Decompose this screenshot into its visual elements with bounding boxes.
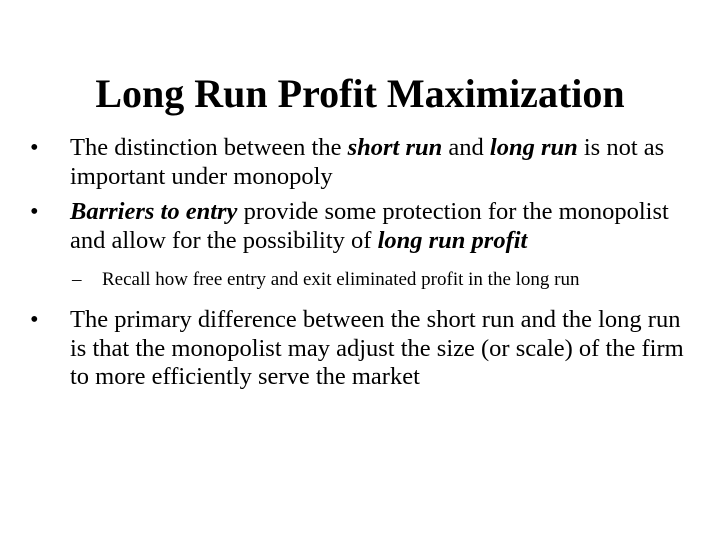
bullet-icon: • [30, 198, 39, 225]
bullet-text: The distinction between the [70, 134, 348, 161]
slide-body [28, 134, 688, 392]
bullet-text: provide some protection for the monopolist and allow for the possibility of [70, 198, 669, 254]
slide-title: Long Run Profit Maximization [95, 71, 625, 116]
bullet-text: and [442, 134, 490, 161]
bullet-item [28, 198, 688, 255]
sub-bullet-item [28, 267, 688, 292]
bullet-text: The primary difference between the short run and the long run is that the monopolist may adjust the size (or scale) of the firm to more efficiently serve the market [70, 306, 684, 390]
sub-bullet-icon: – [72, 269, 82, 290]
emphasis-long-run: long run [489, 134, 578, 161]
bullet-text: is not as important under monopoly [70, 134, 665, 190]
sub-bullet-text: Recall how free entry and exit eliminated profit in the long run [102, 269, 580, 290]
bullet-item [28, 306, 688, 392]
bullet-icon: • [30, 134, 39, 161]
emphasis-barriers-to-entry: Barriers to entry [70, 198, 238, 225]
emphasis-short-run: short run [347, 134, 443, 161]
bullet-item [28, 134, 688, 191]
emphasis-long-run-profit: long run profit [377, 226, 528, 254]
bullet-icon: • [30, 306, 39, 333]
